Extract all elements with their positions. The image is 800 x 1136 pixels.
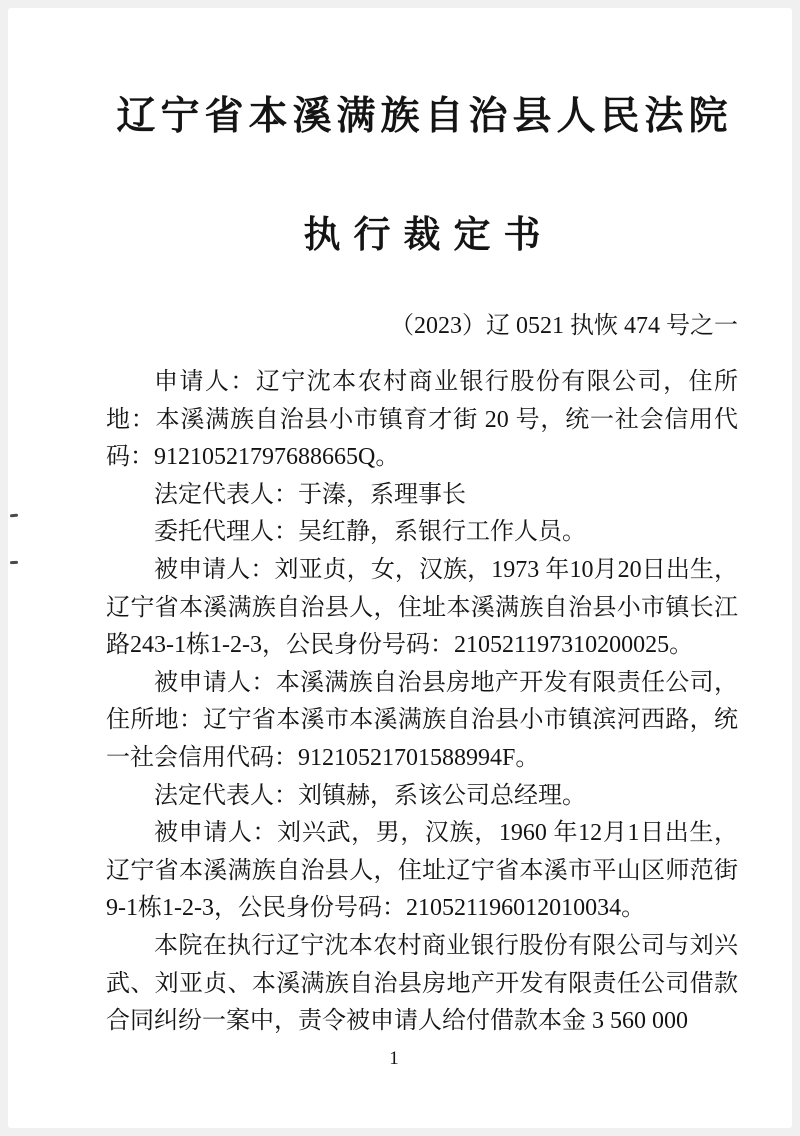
paragraph-company-legal-representative: 法定代表人：刘镇赫，系该公司总经理。 — [154, 782, 586, 809]
paragraph-case-summary: 本院在执行辽宁沈本农村商业银行股份有限公司与刘兴武、刘亚贞、本溪满族自治县房地产开发有限责任公司借款合同纠纷一案中，责令被申请人给付借款本金 3 560 000 — [106, 932, 738, 1035]
paragraph-applicant: 申请人：辽宁沈本农村商业银行股份有限公司，住所地：本溪满族自治县小市镇育才街 20 号，统一社会信用代码：91210521797688665Q。 — [106, 369, 738, 471]
court-name: 辽宁省本溪满族自治县人民法院 — [116, 95, 733, 138]
paragraph-entrusted-agent: 委托代理人：吴红静，系银行工作人员。 — [154, 519, 586, 546]
paragraph-respondent-liu-xingwu: 被申请人：刘兴武，男，汉族，1960 年12月1日出生，辽宁省本溪满族自治县人，住址辽宁省本溪市平山区师范街9-1栋1-2-3，公民身份号码：210521196012010034。 — [106, 820, 738, 922]
scan-artifact — [10, 561, 18, 565]
paragraph-bank-legal-representative: 法定代表人：于溱，系理事长 — [154, 481, 466, 508]
paragraph-respondent-real-estate-company: 被申请人：本溪满族自治县房地产开发有限责任公司，住所地：辽宁省本溪市本溪满族自治县小市镇滨河西路，统一社会信用代码：91210521701588994F。 — [106, 669, 738, 771]
paragraph-respondent-liu-yazhen: 被申请人：刘亚贞，女，汉族，1973 年10月20日出生，辽宁省本溪满族自治县人，住址本溪满族自治县小市镇长江路243-1栋1-2-3，公民身份号码：210521197310200025。 — [106, 556, 738, 659]
document-page — [8, 8, 792, 1128]
page-number: 1 — [389, 1047, 399, 1069]
document-title: 执行裁定书 — [303, 215, 554, 256]
case-number: （2023）辽 0521 执恢 474 号之一 — [390, 313, 738, 339]
document-body — [106, 364, 738, 1041]
